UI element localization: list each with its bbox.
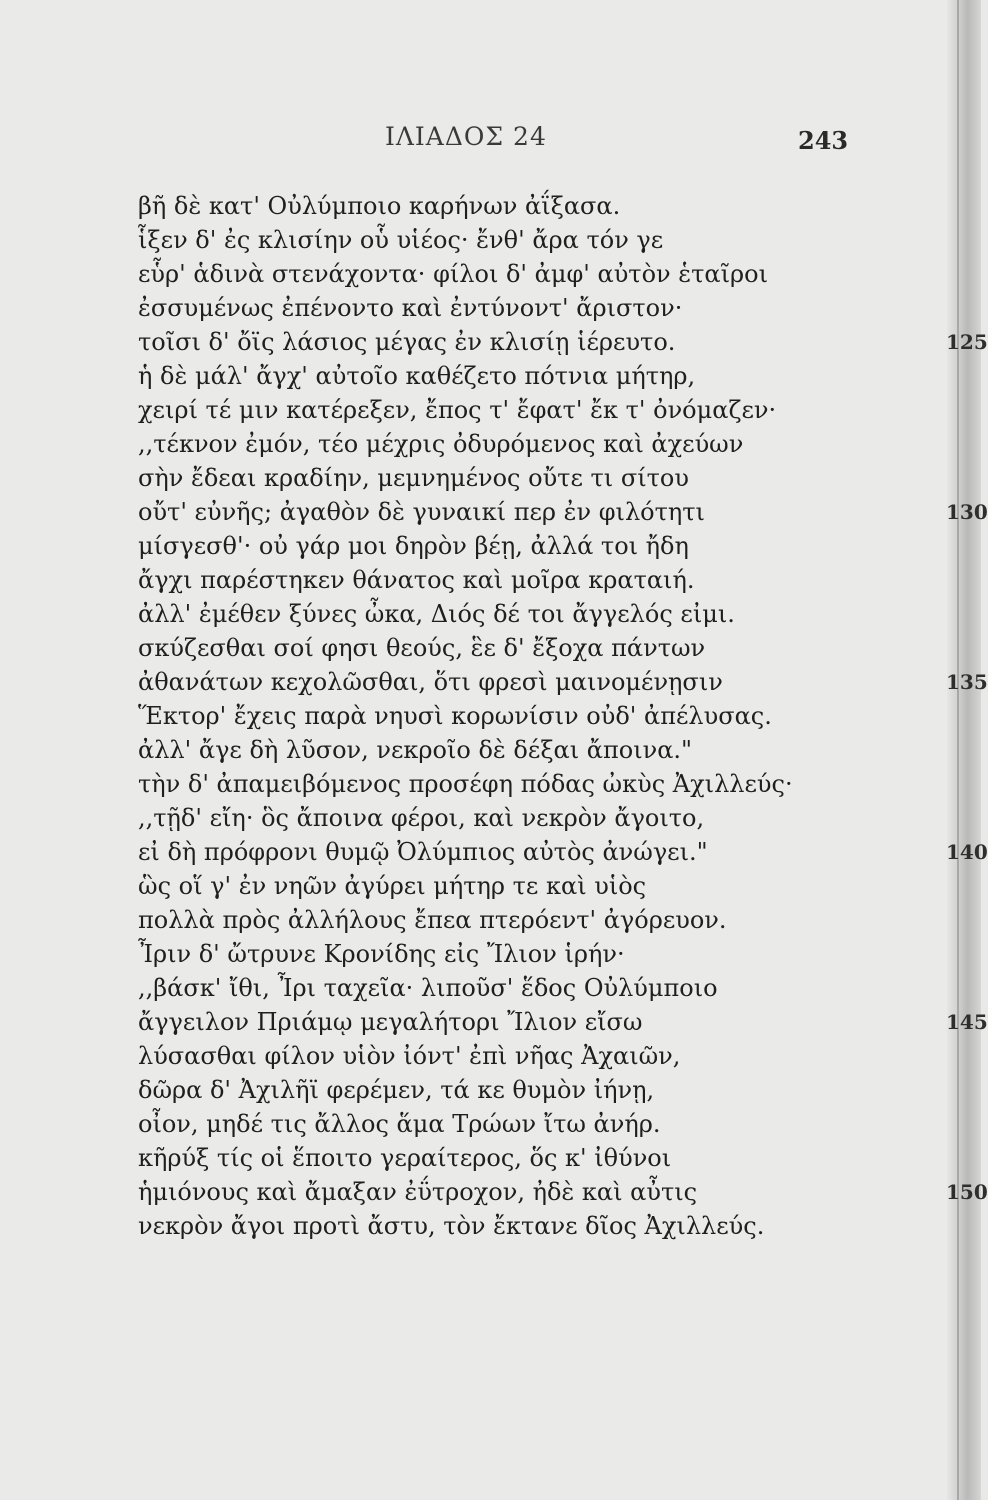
verse-line: πολλὰ πρὸς ἀλλήλους ἔπεα πτερόεντ' ἀγόρευον.: [138, 906, 727, 934]
verse-line: ἀλλ' ἐμέθεν ξύνες ὦκα, Διός δέ τοι ἄγγελός εἰμι.: [138, 600, 735, 628]
verse-line: ,,τῇδ' εἴη· ὃς ἄποινα φέροι, καὶ νεκρὸν ἄγοιτο,: [138, 804, 705, 832]
line-number: 140: [946, 840, 988, 864]
verse-line: εὗρ' ἁδινὰ στενάχοντα· φίλοι δ' ἀμφ' αὐτὸν ἑταῖροι: [138, 260, 768, 288]
verse-line: τοῖσι δ' ὄϊς λάσιος μέγας ἐν κλισίῃ ἱέρευτο.: [138, 328, 676, 356]
line-number: 145: [946, 1010, 988, 1034]
page-gutter-shadow: [947, 0, 981, 1500]
verse-line: τὴν δ' ἀπαμειβόμενος προσέφη πόδας ὠκὺς Ἀχιλλεύς·: [138, 770, 793, 798]
verse-line: ἀλλ' ἄγε δὴ λῦσον, νεκροῖο δὲ δέξαι ἄποινα.": [138, 736, 693, 764]
verse-line: ,,βάσκ' ἴθι, Ἶρι ταχεῖα· λιποῦσ' ἕδος Οὐλύμποιο: [138, 974, 718, 1002]
verse-line: ἷξεν δ' ἐς κλισίην οὗ υἱέος· ἔνθ' ἄρα τόν γε: [138, 226, 664, 254]
verse-line: λύσασθαι φίλον υἱὸν ἰόντ' ἐπὶ νῆας Ἀχαιῶν,: [138, 1042, 681, 1070]
verse-line: χειρί τέ μιν κατέρεξεν, ἔπος τ' ἔφατ' ἔκ τ' ὀνόμαζεν·: [138, 396, 777, 424]
verse-line: ἡ δὲ μάλ' ἄγχ' αὐτοῖο καθέζετο πότνια μήτηρ,: [138, 362, 696, 390]
page-number: 243: [798, 126, 849, 155]
line-number: 130: [946, 500, 988, 524]
running-head: [0, 122, 981, 162]
verse-line: ἐσσυμένως ἐπένοντο καὶ ἐντύνοντ' ἄριστον·: [138, 294, 683, 322]
line-number: 135: [946, 670, 988, 694]
verse-line: κῆρύξ τίς οἱ ἕποιτο γεραίτερος, ὅς κ' ἰθύνοι: [138, 1144, 672, 1172]
verse-line: οἶον, μηδέ τις ἄλλος ἅμα Τρώων ἴτω ἀνήρ.: [138, 1110, 661, 1138]
verse-line: ἀθανάτων κεχολῶσθαι, ὅτι φρεσὶ μαινομένῃσιν: [138, 668, 723, 696]
verse-line: ἡμιόνους καὶ ἄμαξαν ἐΰτροχον, ἠδὲ καὶ αὖτις: [138, 1178, 698, 1206]
verse-line: μίσγεσθ'· οὐ γάρ μοι δηρὸν βέῃ, ἀλλά τοι ἤδη: [138, 532, 689, 560]
line-number: 125: [946, 330, 988, 354]
running-head-title: ΙΛΙΑΔΟΣ 24: [385, 122, 547, 151]
verse-line: σκύζεσθαι σοί φησι θεούς, ἓε δ' ἔξοχα πάντων: [138, 634, 706, 662]
verse-line: ,,τέκνον ἐμόν, τέο μέχρις ὀδυρόμενος καὶ ἀχεύων: [138, 430, 744, 458]
verse-line: ἄγχι παρέστηκεν θάνατος καὶ μοῖρα κραταιή.: [138, 566, 695, 594]
verse-line: βῆ δὲ κατ' Οὐλύμποιο καρήνων ἀΐξασα.: [138, 192, 621, 220]
verse-line: οὔτ' εὐνῆς; ἀγαθὸν δὲ γυναικί περ ἐν φιλότητι: [138, 498, 705, 526]
verse-text-block: [138, 188, 988, 1248]
verse-line: δῶρα δ' Ἀχιλῆϊ φερέμεν, τά κε θυμὸν ἰήνῃ,: [138, 1076, 655, 1104]
verse-line: σὴν ἔδεαι κραδίην, μεμνημένος οὔτε τι σίτου: [138, 464, 689, 492]
verse-line: ὣς οἵ γ' ἐν νηῶν ἀγύρει μήτηρ τε καὶ υἱὸς: [138, 872, 647, 900]
verse-line: εἰ δὴ πρόφρονι θυμῷ Ὀλύμπιος αὐτὸς ἀνώγει.": [138, 838, 708, 866]
page-edge-line: [957, 0, 959, 1500]
verse-line: νεκρὸν ἄγοι προτὶ ἄστυ, τὸν ἔκτανε δῖος Ἀχιλλεύς.: [138, 1212, 765, 1240]
verse-line: ἄγγειλον Πριάμῳ μεγαλήτορι Ἴλιον εἴσω: [138, 1008, 643, 1036]
verse-line: Ἶριν δ' ὤτρυνε Κρονίδης εἰς Ἴλιον ἱρήν·: [138, 940, 625, 968]
line-number: 150: [946, 1180, 988, 1204]
verse-line: Ἕκτορ' ἔχεις παρὰ νηυσὶ κορωνίσιν οὐδ' ἀπέλυσας.: [138, 702, 772, 730]
